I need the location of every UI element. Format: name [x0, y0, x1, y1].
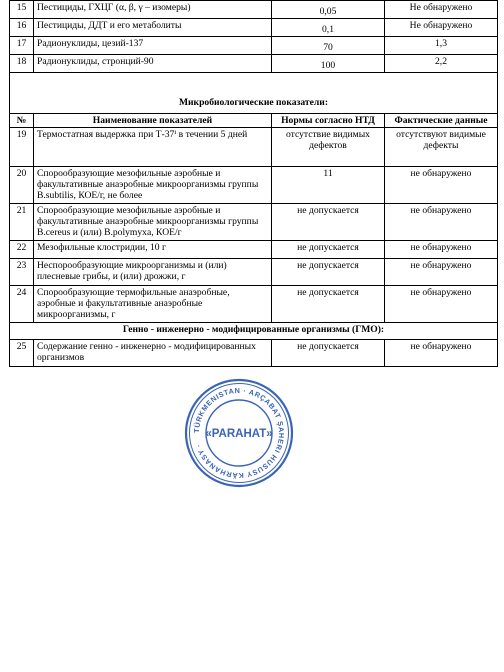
table-row	[10, 37, 498, 55]
seal-ring-text: TÜRKMENISTAN · ARÇABAT ŞAHERI HUSUSY KÄRHANASY ·	[191, 385, 287, 481]
row-number: 16	[10, 19, 34, 37]
section-title-gmo: Генно - инженерно - модифицированные организмы (ГМО):	[10, 323, 498, 340]
row-number: 25	[10, 340, 34, 367]
company-seal	[183, 377, 295, 489]
table-row	[10, 340, 498, 367]
indicator-name: Радионуклиды, цезий-137	[34, 37, 272, 55]
norm-value: 0,1	[272, 19, 385, 37]
actual-value: 2,2	[385, 55, 498, 73]
table-row	[10, 241, 498, 259]
actual-value: Не обнаружено	[385, 1, 498, 19]
header-row	[10, 114, 498, 128]
seal-center-text: «PARAHAT»	[205, 428, 273, 440]
table-row	[10, 128, 498, 167]
norm-value: не допускается	[272, 204, 385, 241]
actual-value: не обнаружено	[385, 259, 498, 286]
norm-value: 11	[272, 167, 385, 204]
norm-value: отсутствие видимых дефектов	[272, 128, 385, 167]
indicator-name: Мезофильные клостридии, 10 г	[34, 241, 272, 259]
actual-value: не обнаружено	[385, 340, 498, 367]
header-number: №	[10, 114, 34, 128]
header-norm: Нормы согласно НТД	[272, 114, 385, 128]
actual-value: не обнаружено	[385, 167, 498, 204]
row-number: 20	[10, 167, 34, 204]
section-row	[10, 323, 498, 340]
indicator-name: Пестициды, ГХЦГ (α, β, γ – изомеры)	[34, 1, 272, 19]
row-number: 21	[10, 204, 34, 241]
row-number: 23	[10, 259, 34, 286]
row-number: 18	[10, 55, 34, 73]
section-row	[10, 73, 498, 114]
table-row	[10, 259, 498, 286]
norm-value: не допускается	[272, 259, 385, 286]
norm-value: 100	[272, 55, 385, 73]
norm-value: 70	[272, 37, 385, 55]
indicator-name: Спорообразующие мезофильные аэробные и факультативные анаэробные микроорганизмы группы B.subtilis, КОЕ/г, не более	[34, 167, 272, 204]
indicator-name: Спорообразующие мезофильные аэробные и факультативные анаэробные микроорганизмы группы B.cereus и (или) B.polymyxa, КОЕ/г	[34, 204, 272, 241]
actual-value: не обнаружено	[385, 204, 498, 241]
indicator-name: Радионуклиды, стронций-90	[34, 55, 272, 73]
norm-value: 0,05	[272, 1, 385, 19]
results-table	[9, 0, 498, 367]
norm-value: не допускается	[272, 286, 385, 323]
table-row	[10, 167, 498, 204]
table-row	[10, 286, 498, 323]
header-actual: Фактические данные	[385, 114, 498, 128]
header-name: Наименование показателей	[34, 114, 272, 128]
indicator-name: Пестициды, ДДТ и его метаболиты	[34, 19, 272, 37]
table-row	[10, 204, 498, 241]
actual-value: отсутствуют видимые дефекты	[385, 128, 498, 167]
actual-value: не обнаружено	[385, 286, 498, 323]
row-number: 19	[10, 128, 34, 167]
norm-value: не допускается	[272, 340, 385, 367]
table-row	[10, 55, 498, 73]
actual-value: 1,3	[385, 37, 498, 55]
section-title-micro: Микробиологические показатели:	[10, 73, 498, 114]
indicator-name: Термостатная выдержка при Т-37ⁱ в течении 5 дней	[34, 128, 272, 167]
row-number: 17	[10, 37, 34, 55]
row-number: 24	[10, 286, 34, 323]
document-page	[9, 0, 497, 367]
actual-value: не обнаружено	[385, 241, 498, 259]
norm-value: не допускается	[272, 241, 385, 259]
row-number: 15	[10, 1, 34, 19]
row-number: 22	[10, 241, 34, 259]
indicator-name: Содержание генно - инженерно - модифицированных организмов	[34, 340, 272, 367]
indicator-name: Спорообразующие термофильные анаэробные, аэробные и факультативные анаэробные микроорганизмы, г	[34, 286, 272, 323]
indicator-name: Неспорообразующие микроорганизмы и (или) плесневые грибы, и (или) дрожжи, г	[34, 259, 272, 286]
actual-value: Не обнаружено	[385, 19, 498, 37]
table-row	[10, 19, 498, 37]
table-row	[10, 1, 498, 19]
